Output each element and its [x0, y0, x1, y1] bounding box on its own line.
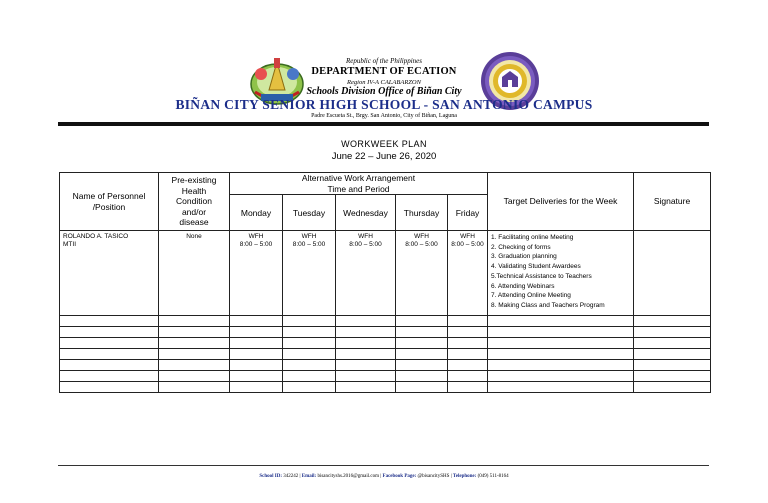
school-name: BIÑAN CITY SENIOR HIGH SCHOOL - SAN ANTONIO CAMPUS [175, 97, 593, 112]
republic-line: Republic of the Philippines [345, 57, 422, 65]
division-line: Schools Division Office of Biñan City [306, 86, 462, 97]
personnel-name: ROLANDO A. TASICO [63, 233, 129, 240]
table-row [60, 316, 711, 327]
delivery-item: 1. Facilitating online Meeting [491, 234, 574, 241]
footer-divider [58, 465, 709, 466]
plan-title: WORKWEEK PLAN [341, 139, 427, 149]
footer-facebook: @bisancitySHS [417, 474, 450, 479]
header-work-arrangement: Alternative Work Arrangement Time and Period [230, 173, 488, 195]
personnel-cell [60, 231, 159, 316]
table-row [60, 327, 711, 338]
footer-telephone: (049) 511-8164 [477, 474, 509, 479]
header-wednesday: Wednesday [336, 195, 396, 231]
signature-cell [634, 231, 711, 316]
personnel-position: MTII [63, 241, 76, 248]
table-row [60, 360, 711, 371]
delivery-item: 3. Graduation planning [491, 253, 557, 261]
delivery-item: 5.Technical Assistance to Teachers [491, 272, 592, 280]
header-thursday: Thursday [396, 195, 448, 231]
delivery-item: 8. Making Class and Teachers Program [491, 301, 605, 309]
header-divider [58, 122, 709, 126]
workweek-table [59, 172, 711, 393]
school-address: Padre Escueta St., Brgy. San Antonio, City of Biñan, Laguna [311, 113, 457, 119]
region-line: Region IV-A CALABARZON [347, 79, 421, 86]
plan-dates: June 22 – June 26, 2020 [331, 151, 437, 162]
delivery-item: 4. Validating Student Awardees [491, 263, 581, 271]
friday-cell: WFH 8:00 – 5:00 [448, 231, 488, 316]
header-health: Pre-existing Health Condition and/or disease [159, 173, 230, 231]
table-row [60, 371, 711, 382]
header-signature: Signature [634, 173, 711, 231]
delivery-item: 7. Attending Online Meeting [491, 292, 571, 300]
header-tuesday: Tuesday [283, 195, 336, 231]
footer-email: bisancityshs.2016@gmail.com [317, 474, 380, 479]
table-row [60, 338, 711, 349]
wednesday-cell: WFH 8:00 – 5:00 [336, 231, 396, 316]
monday-cell: WFH 8:00 – 5:00 [230, 231, 283, 316]
delivery-item: 6. Attending Webinars [491, 282, 555, 290]
tuesday-cell: WFH 8:00 – 5:00 [283, 231, 336, 316]
table-row [60, 382, 711, 393]
footer-school-id: 342242 [283, 474, 299, 479]
thursday-cell: WFH 8:00 – 5:00 [396, 231, 448, 316]
header-deliveries: Target Deliveries for the Week [488, 173, 634, 231]
header-monday: Monday [230, 195, 283, 231]
table-row [60, 349, 711, 360]
delivery-item: 2. Checking of forms [491, 243, 551, 251]
deliveries-cell [488, 231, 634, 316]
header-friday: Friday [448, 195, 488, 231]
footer-contact: School ID: 342242 | Email: bisancityshs.2016@gmail.com | Facebook Page: @bisancitySHS | Telephone: (049) 511-8164 [259, 474, 509, 479]
table-row [60, 231, 711, 316]
health-cell: None [159, 231, 230, 316]
department-name: DEPARTMENT OF ECATION [311, 66, 457, 77]
header-name: Name of Personnel /Position [60, 173, 159, 231]
